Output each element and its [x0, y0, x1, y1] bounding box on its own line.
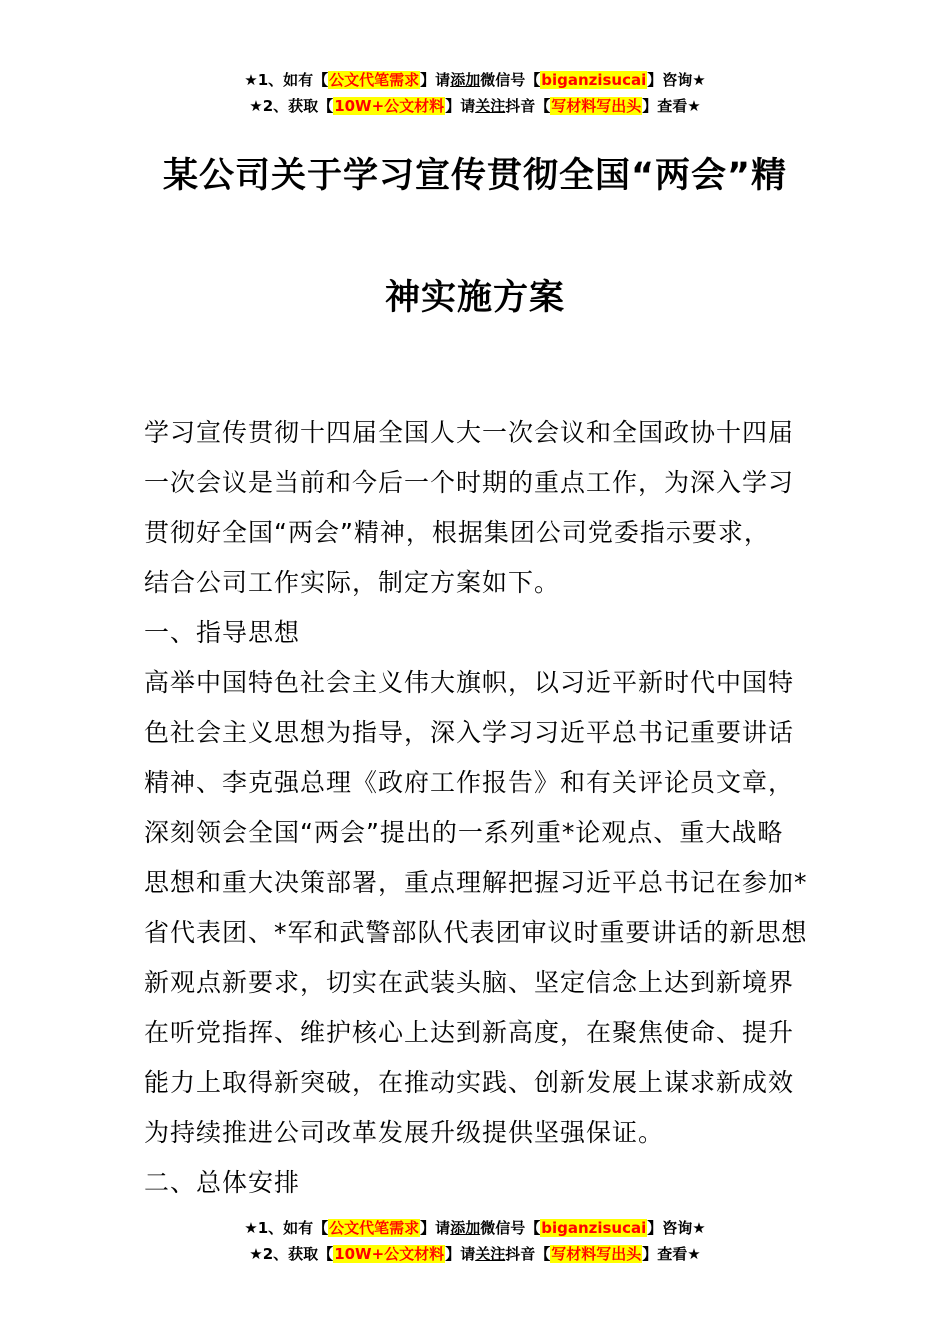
body-line: 精神、李克强总理《政府工作报告》和有关评论员文章，: [144, 768, 795, 797]
body-line: 在听党指挥、维护核心上达到新高度，在聚焦使命、提升: [144, 1018, 795, 1047]
body-line: 高举中国特色社会主义伟大旗帜，以习近平新时代中国特: [144, 668, 795, 697]
promo-highlight: 10W+公文材料: [334, 97, 445, 115]
promo-line-2: ★2、获取【10W+公文材料】请关注抖音【写材料写出头】查看★: [249, 1245, 701, 1263]
promo-line-1: ★1、如有【公文代笔需求】请添加微信号【biganzisucai】咨询★: [244, 1219, 706, 1237]
document-title-line-2: 神实施方案: [384, 278, 565, 318]
footer-promo-banner: [0, 1215, 950, 1267]
body-line: 为持续推进公司改革发展升级提供坚强保证。: [144, 1118, 665, 1147]
body-line: 思想和重大决策部署，重点理解把握习近平总书记在参加*: [144, 868, 808, 897]
body-line: 学习宣传贯彻十四届全国人大一次会议和全国政协十四届: [144, 418, 795, 447]
promo-line-2: ★2、获取【10W+公文材料】请关注抖音【写材料写出头】查看★: [249, 97, 701, 115]
body-line: 省代表团、*军和武警部队代表团审议时重要讲话的新思想: [144, 918, 808, 947]
promo-line-1: ★1、如有【公文代笔需求】请添加微信号【biganzisucai】咨询★: [244, 71, 706, 89]
promo-highlight: 公文代笔需求: [329, 1219, 420, 1237]
body-line: 贯彻好全国“两会”精神，根据集团公司党委指示要求，: [144, 518, 770, 547]
section-heading: 一、指导思想: [144, 618, 301, 647]
promo-highlight: 公文代笔需求: [329, 71, 420, 89]
promo-highlight: biganzisucai: [541, 1219, 647, 1237]
body-line: 能力上取得新突破，在推动实践、创新发展上谋求新成效: [144, 1068, 795, 1097]
document-title-line-1: 某公司关于学习宣传贯彻全国“两会”精: [162, 156, 787, 196]
promo-highlight: 写材料写出头: [551, 97, 642, 115]
section-heading: 二、总体安排: [144, 1168, 301, 1197]
body-line: 深刻领会全国“两会”提出的一系列重*论观点、重大战略: [144, 818, 784, 847]
body-line: 色社会主义思想为指导，深入学习习近平总书记重要讲话: [144, 718, 795, 747]
header-promo-banner: [0, 67, 950, 119]
body-line: 一次会议是当前和今后一个时期的重点工作，为深入学习: [144, 468, 795, 497]
body-line: 新观点新要求，切实在武装头脑、坚定信念上达到新境界: [144, 968, 795, 997]
promo-highlight: 10W+公文材料: [334, 1245, 445, 1263]
promo-highlight: biganzisucai: [541, 71, 647, 89]
body-line: 结合公司工作实际，制定方案如下。: [144, 568, 561, 597]
promo-highlight: 写材料写出头: [551, 1245, 642, 1263]
